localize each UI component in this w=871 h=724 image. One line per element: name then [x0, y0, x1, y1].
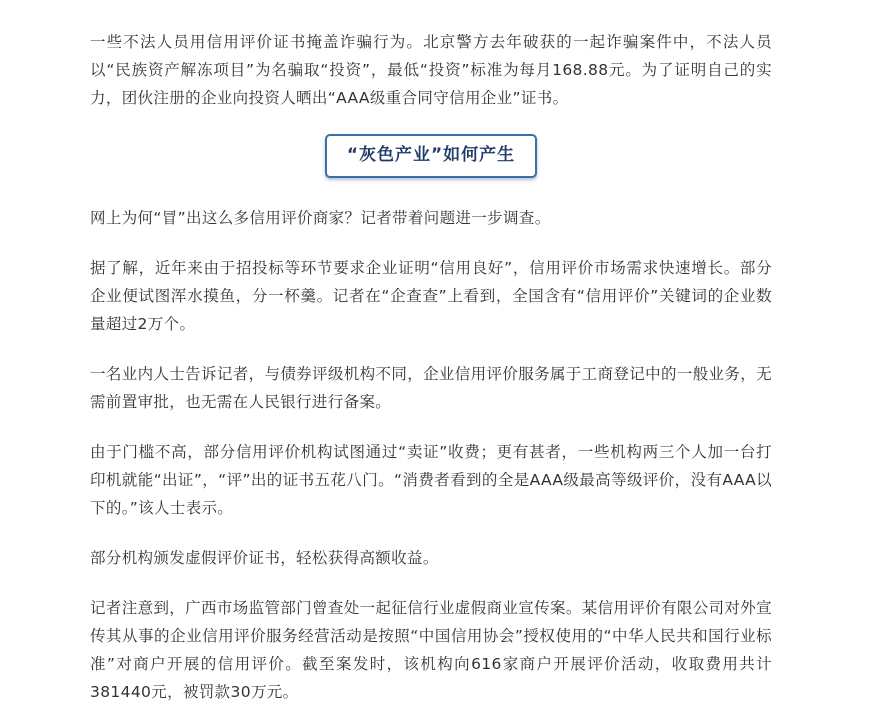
spacer	[90, 178, 772, 204]
paragraph-2: 据了解，近年来由于招投标等环节要求企业证明“信用良好”，信用评价市场需求快速增长。部分企业便试图浑水摸鱼，分一杯羹。记者在“企查查”上看到，全国含有“信用评价”关键词的企业数量超过2万个。	[90, 259, 772, 333]
paragraph-1: 网上为何“冒”出这么多信用评价商家？记者带着问题进一步调查。	[90, 209, 551, 227]
section-heading-wrap	[90, 134, 772, 178]
spacer	[90, 522, 772, 544]
article-body	[90, 28, 772, 706]
intro-paragraph: 一些不法人员用信用评价证书掩盖诈骗行为。北京警方去年破获的一起诈骗案件中，不法人员以“民族资产解冻项目”为名骗取“投资”，最低“投资”标准为每月168.88元。为了证明自己的实力，团伙注册的企业向投资人晒出“AAA级重合同守信用企业”证书。	[90, 33, 772, 107]
paragraph-3: 一名业内人士告诉记者，与债券评级机构不同，企业信用评价服务属于工商登记中的一般业务，无需前置审批，也无需在人民银行进行备案。	[90, 365, 772, 411]
section-heading: “灰色产业”如何产生	[325, 134, 537, 178]
spacer	[90, 416, 772, 438]
spacer	[90, 572, 772, 594]
paragraph-6: 记者注意到，广西市场监管部门曾查处一起征信行业虚假商业宣传案。某信用评价有限公司对外宣传其从事的企业信用评价服务经营活动是按照“中国信用协会”授权使用的“中华人民共和国行业标准”对商户开展的信用评价。截至案发时，该机构向616家商户开展评价活动，收取费用共计381440元，被罚款30万元。	[90, 599, 772, 701]
spacer	[90, 232, 772, 254]
paragraph-5: 部分机构颁发虚假评价证书，轻松获得高额收益。	[90, 549, 439, 567]
paragraph-4: 由于门槛不高，部分信用评价机构试图通过“卖证”收费；更有甚者，一些机构两三个人加一台打印机就能“出证”，“评”出的证书五花八门。“消费者看到的全是AAA级最高等级评价，没有AAA以下的。”该人士表示。	[90, 443, 772, 517]
spacer	[90, 338, 772, 360]
